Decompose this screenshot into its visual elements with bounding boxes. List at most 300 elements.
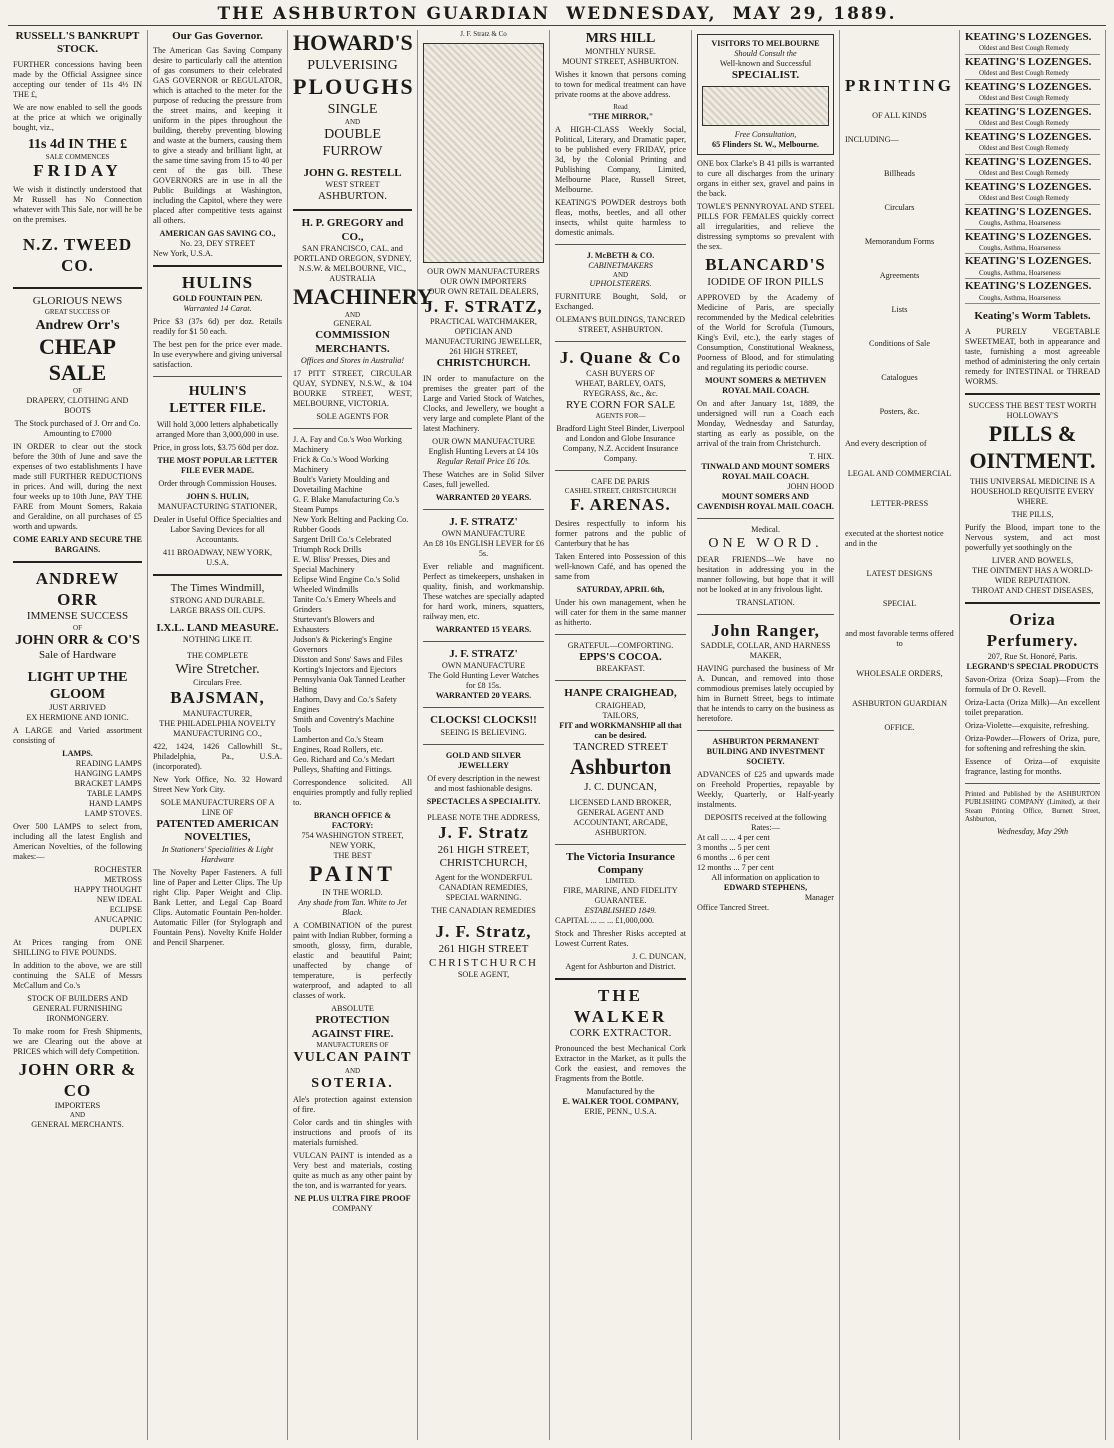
gold-hunting: The Gold Hunting Lever Watches for £8 15s. xyxy=(428,671,539,691)
agency-list xyxy=(293,428,412,775)
mirror-body: A HIGH-CLASS Weekly Social, Political, Literary, and Dramatic paper, to be published every FRIDAY, price 3d, by the Colonial Printing and Publishing Company, Limited, Melbourne Place, Russell Street, Melbourne. xyxy=(555,124,686,194)
dear-friends: DEAR FRIENDS—We have no hesitation in addressing you in the manner following, but hope that it will not be looked at in any frivolous light. xyxy=(697,554,834,594)
keating-ad: KEATING'S LOZENGES. Oldest and Best Cough Remedy xyxy=(965,180,1100,205)
every-description: Of every description in the newest and most fashionable designs. xyxy=(427,773,540,793)
purify-blood: Purify the Blood, impart tone to the Nervous system, and act most powerfully yet soothingly on the xyxy=(965,523,1100,553)
philadelphia-address: 422, 1424, 1426 Callowhill St., Philadelphia, Pa., U.S.A. (incorporated). xyxy=(153,741,282,771)
victoria-insurance: The Victoria Insurance Company xyxy=(566,850,675,876)
solid-silver: These Watches are in Solid Silver Cases, full jewelled. xyxy=(423,469,544,489)
keating-lozenges-list xyxy=(965,30,1100,304)
cashel-street: CASHEL STREET, CHRISTCHURCH xyxy=(564,486,677,495)
divider xyxy=(697,518,834,519)
divider xyxy=(423,744,544,745)
issue-date: MAY 29, 1889. xyxy=(732,4,897,24)
make-item: ANUCAPNIC xyxy=(94,914,142,924)
agency-item: E. W. Bliss' Presses, Dies and Special Machinery xyxy=(293,555,390,575)
john-hulin: JOHN S. HULIN, xyxy=(186,492,249,502)
oriza-item: Essence of Oriza—of exquisite fragrance, lasting for months. xyxy=(965,756,1100,776)
info-application: All information on application to xyxy=(711,873,820,883)
light-up: LIGHT UP THE GLOOM xyxy=(27,669,128,702)
tailors: TAILORS, xyxy=(602,710,639,720)
restell: JOHN G. RESTELL xyxy=(303,166,402,179)
clarkes-pills: ONE box Clarke's B 41 pills is warranted to cure all discharges from the urinary organs in either sex, gravel and pains in the back. xyxy=(697,159,834,199)
flinders-address: 65 Flinders St. W., Melbourne. xyxy=(712,140,819,150)
keating-ad: KEATING'S LOZENGES. Oldest and Best Cough Remedy xyxy=(965,130,1100,155)
bankrupt-intro2: We are now enabled to sell the goods at the price at which we originally bought, viz., xyxy=(13,102,142,132)
company: COMPANY xyxy=(332,1204,373,1214)
and-1: AND xyxy=(344,117,361,126)
agency-item: Frick & Co.'s Wood Working Machinery xyxy=(293,455,389,475)
holloway: HOLLOWAY'S xyxy=(1006,410,1059,420)
ranger-having: HAVING purchased the business of Mr A. Duncan, and removed into those commodious premises lately occupied by him in Burnett Street, begs to intimate that he intends to carry on the business as heretofore. xyxy=(697,664,834,724)
divider xyxy=(697,730,834,731)
john-hood: JOHN HOOD xyxy=(787,481,834,491)
lamp-item: HANGING LAMPS xyxy=(74,768,142,778)
rate-table xyxy=(697,833,834,873)
mount-somers-coach: MOUNT SOMERS & METHVEN ROYAL MAIL COACH. xyxy=(704,375,827,395)
well-known: Well-known and Successful xyxy=(719,59,812,68)
the-mirror: "THE MIRROR," xyxy=(587,111,654,121)
prices-range: At Prices ranging from ONE SHILLING to FIVE POUNDS. xyxy=(13,937,142,957)
hulins-2: HULIN'S xyxy=(188,384,247,400)
tancred-street: TANCRED STREET xyxy=(573,740,668,753)
the-best: THE BEST xyxy=(333,851,372,861)
manufactured-by: Manufactured by the xyxy=(586,1086,655,1096)
lamp-list xyxy=(13,759,142,819)
english-lever: An £8 10s ENGLISH LEVER for £6 5s. xyxy=(423,539,544,559)
oriza-item: Oriza-Powder—Flowers of Oriza, pure, for softening and refreshing the skin. xyxy=(965,733,1100,753)
divider xyxy=(13,561,142,563)
arenas-desires: Desires respectfully to inform his former patrons and the public of Canterbury that he has xyxy=(555,519,686,549)
specialities: In Stationers' Specialities & Light Hardware xyxy=(161,844,274,864)
our-own-importers: OUR OWN IMPORTERS xyxy=(440,276,527,286)
agency-item: Tanite Co.'s Emery Wheels and Grinders xyxy=(293,595,396,615)
ashburton: ASHBURTON. xyxy=(317,189,388,202)
column-1 xyxy=(8,30,148,1440)
print-item: Memorandum Forms xyxy=(864,236,935,246)
pills-ointment: PILLS & OINTMENT. xyxy=(969,420,1096,473)
stephens: EDWARD STEPHENS, xyxy=(723,883,808,893)
please-note: PLEASE NOTE THE ADDRESS, xyxy=(427,812,540,822)
duncan: J. C. DUNCAN, xyxy=(584,781,657,794)
oriza-item: Oriza-Violette—exquisite, refreshing. xyxy=(965,720,1089,730)
cavendish-coach: MOUNT SOMERS AND CAVENDISH ROYAL MAIL COACH. xyxy=(697,491,834,511)
great-success: GREAT SUCCESS OF xyxy=(44,308,111,317)
rate-row: 12 months ... 7 per cent xyxy=(697,863,774,873)
sole-manufacturers: SOLE MANUFACTURERS OF A LINE OF xyxy=(160,797,275,817)
philadelphia-novelty: THE PHILADELPHIA NOVELTY MANUFACTURING CO., xyxy=(159,718,276,738)
novelty-list: The Novelty Paper Fasteners. A full line of Paper and Letter Clips. The Up right Clip. Paper Weight and Clip. Bank Letter, and Legal Cap Board Clips. Automatic Fountain Pen-holder. Automatic Filler (for Stylograph and Fountain Pens). Novelty Knife Holder and Pencil Sharpener. xyxy=(153,867,282,947)
bankrupt-notice: We wish it distinctly understood that Mr Russell has No Connection whatever with This Sale, nor will he be on the premises. xyxy=(13,185,142,225)
warranted-20: WARRANTED 20 YEARS. xyxy=(435,492,532,502)
ny-office: New York Office, No. 32 Howard Street New York City. xyxy=(153,774,282,794)
legrand-products: LEGRAND'S SPECIAL PRODUCTS xyxy=(966,661,1099,671)
shop-engraving xyxy=(423,43,544,263)
print-item: Posters, &c. xyxy=(879,406,920,416)
agency-item: Korting's Injectors and Ejectors xyxy=(293,665,397,675)
licensed-broker: LICENSED LAND BROKER, GENERAL AGENT AND ACCOUNTANT, ARCADE, ASHBURTON. xyxy=(569,797,672,837)
christchurch: CHRISTCHURCH, xyxy=(439,857,528,870)
sole-agents: SOLE AGENTS FOR xyxy=(316,412,389,422)
office-tancred: Office Tancred Street. xyxy=(697,903,770,913)
deposits: DEPOSITS received at the following Rates:— xyxy=(704,813,827,833)
liver-bowels: LIVER AND BOWELS, xyxy=(991,556,1074,566)
pulverising: PULVERISING xyxy=(307,57,398,73)
immense-success: IMMENSE SUCCESS xyxy=(26,610,129,623)
sole-agent: SOLE AGENT, xyxy=(457,969,510,979)
gas-company: AMERICAN GAS SAVING CO., xyxy=(159,229,276,239)
masthead xyxy=(8,4,1106,26)
divider xyxy=(965,602,1100,604)
approved-academy: APPROVED by the Academy of Medicine of Paris, are specially recommended by the Medical celebrities of the World for Scrofula (Tumours, King's Evil, etc.), the early stages of Consumption, Constitutional Weakness, Poorness of Blood, and for stimulating and regulating its periodic course. xyxy=(697,292,834,372)
divider xyxy=(423,641,544,642)
agency-item: Sturtevant's Blowers and Exhausters xyxy=(293,615,375,635)
universal-medicine: THIS UNIVERSAL MEDICINE IS A HOUSEHOLD REQUISITE EVERY WHERE. xyxy=(969,477,1096,507)
washington-street: 754 WASHINGTON STREET, NEW YORK, xyxy=(301,831,404,851)
john-ranger: John Ranger, xyxy=(711,620,820,640)
regular-price: Regular Retail Price £6 10s. xyxy=(436,456,531,466)
warranted: Warranted 14 Carat. xyxy=(183,304,252,314)
executed: executed at the shortest notice and in the xyxy=(845,528,944,548)
towles-pills: TOWLE'S PENNYROYAL AND STEEL PILLS FOR FEMALES quickly correct all irregularities, and relieve the distressing symptoms so prevalent with the sex. xyxy=(697,202,834,252)
warranted-15: WARRANTED 15 YEARS. xyxy=(435,625,532,635)
printed-by: Printed and Published by the ASHBURTON PUBLISHING COMPANY (Limited), at their Steam Printing Office, Burnett Street, Ashburton, xyxy=(965,789,1100,824)
walker-pronounced: Pronounced the best Mechanical Cork Extractor in the Market, as it pulls the Cork the easiest, and removes the Fragments from the Bottle. xyxy=(555,1043,686,1083)
stratz-name: J. F. STRATZ, xyxy=(424,296,543,316)
agency-item: J. A. Fay and Co.'s Woo Working Machinery xyxy=(293,435,402,455)
of-label-2: OF xyxy=(73,623,82,632)
gregory-cities: SAN FRANCISCO, CAL. and PORTLAND OREGON, SYDNEY, N.S.W. & MELBOURNE, VIC., AUSTRALIA xyxy=(293,244,412,284)
lamp-item: HAND LAMPS xyxy=(89,798,142,808)
manufacturing-stationer: MANUFACTURING STATIONER, xyxy=(157,502,278,512)
favorable: and most favorable terms offered to xyxy=(845,628,954,648)
walker-tool: E. WALKER TOOL COMPANY, xyxy=(562,1096,679,1106)
own-manufacture-3: OWN MANUFACTURE xyxy=(441,661,526,671)
column-2 xyxy=(148,30,288,1440)
specialist-engraving xyxy=(702,86,829,126)
sale-label: SALE COMMENCES xyxy=(45,152,110,161)
gregory-address: 17 PITT STREET, CIRCULAR QUAY, SYDNEY, N.S.W., & 104 BOURKE STREET, WEST, MELBOURNE, VICTORIA. xyxy=(293,369,412,409)
medical: Medical. xyxy=(751,524,780,534)
make-item: DUPLEX xyxy=(109,924,142,934)
agency-item: Hathorn, Davy and Co.'s Safety Engines xyxy=(293,695,397,715)
oriza-item: Savon-Oriza (Oriza Soap)—From the formula of Dr O. Revell. xyxy=(965,674,1100,694)
column-6 xyxy=(692,30,840,1440)
print-item: Agreements xyxy=(879,270,920,280)
ex-ships: EX HERMIONE AND IONIC. xyxy=(26,712,129,722)
warranted-20b: WARRANTED 20 YEARS. xyxy=(435,691,532,701)
divider xyxy=(555,244,686,245)
free-consultation: Free Consultation, xyxy=(734,130,797,140)
wire-stretcher: Wire Stretcher. xyxy=(175,662,260,678)
large-assortment: A LARGE and Varied assortment consisting of xyxy=(13,725,142,745)
ne-plus-ultra: NE PLUS ULTRA FIRE PROOF xyxy=(294,1194,411,1204)
the-walker: THE WALKER xyxy=(573,985,668,1026)
canadian-remedies: THE CANADIAN REMEDIES xyxy=(431,906,536,916)
patented-novelties: PATENTED AMERICAN NOVELTIES, xyxy=(156,817,279,844)
make-item: NEW IDEAL xyxy=(96,894,142,904)
make-item: METROSS xyxy=(104,874,142,884)
lamp-item: LAMP STOVES. xyxy=(84,808,142,818)
come-early: COME EARLY AND SECURE THE BARGAINS. xyxy=(13,534,142,554)
specialist: SPECIALIST. xyxy=(731,69,800,81)
limited: LIMITED. xyxy=(605,877,636,886)
bajsman: BAJSMAN, xyxy=(170,688,265,708)
divider xyxy=(697,614,834,615)
established: ESTABLISHED 1849. xyxy=(584,905,657,915)
divider xyxy=(423,707,544,708)
rate-row: 6 months ... 6 per cent xyxy=(697,853,770,863)
lamp-item: READING LAMPS xyxy=(75,758,142,768)
lamp-item: BRACKET LAMPS xyxy=(74,778,142,788)
west-street: WEST STREET xyxy=(325,179,380,189)
divider xyxy=(965,393,1100,395)
hunting-levers: English Hunting Levers at £4 10s xyxy=(428,446,539,456)
worm-body: A PURELY VEGETABLE SWEETMEAT, both in appearance and taste, furnishing a most agreeable method of administering the only certain remedy for INTESTINAL or THREAD WORMS. xyxy=(965,326,1100,386)
howards: HOWARD'S xyxy=(293,30,413,55)
keating-ad: KEATING'S LOZENGES. Coughs, Asthma, Hoarseness xyxy=(965,230,1100,255)
our-own-retail: OUR OWN RETAIL DEALERS, xyxy=(428,286,539,296)
tinwald-coach: TINWALD AND MOUNT SOMERS ROYAL MAIL COACH. xyxy=(701,461,830,481)
strong-durable: STRONG AND DURABLE. xyxy=(170,595,265,605)
dealer: Dealer in Useful Office Specialties and Labor Saving Devices for all Accountants. xyxy=(153,515,282,545)
print-item: Billheads xyxy=(884,168,915,178)
single: SINGLE xyxy=(327,101,378,117)
lamp-item: TABLE LAMPS xyxy=(86,788,142,798)
visitors-melbourne: VISITORS TO MELBOURNE xyxy=(711,39,820,48)
keating-ad: KEATING'S LOZENGES. Coughs, Asthma, Hoarseness xyxy=(965,205,1100,230)
column-8 xyxy=(960,30,1106,1440)
fit-workmanship: FIT and WORKMANSHIP all that can be desired. xyxy=(559,720,682,740)
stratz-5: J. F. Stratz, xyxy=(435,922,532,942)
broadway-address: 411 BROADWAY, NEW YORK, U.S.A. xyxy=(162,548,273,568)
manufacturers-of: MANUFACTURERS OF xyxy=(316,1040,389,1049)
divider xyxy=(153,265,282,267)
worm-tablets: Keating's Worm Tablets. xyxy=(974,310,1091,323)
one-word: ONE WORD. xyxy=(708,535,823,551)
manufacturer: MANUFACTURER, xyxy=(182,708,253,718)
vulcan-paint: VULCAN PAINT xyxy=(293,1050,412,1066)
gregory: H. P. GREGORY and CO., xyxy=(301,217,404,243)
bankrupt-heading: RUSSELL'S BANKRUPT STOCK. xyxy=(15,30,140,56)
agency-item: Smith and Coventry's Machine Tools xyxy=(293,715,395,735)
office: OFFICE. xyxy=(884,722,915,732)
agents-for: AGENTS FOR— xyxy=(595,412,646,421)
any-shade: Any shade from Tan. White to Jet Black. xyxy=(298,898,407,918)
cork-extractor: CORK EXTRACTOR. xyxy=(569,1027,672,1040)
cabinetmakers: CABINETMAKERS xyxy=(588,260,653,270)
wholesale-orders: WHOLESALE ORDERS, xyxy=(856,668,943,678)
building-society: ASHBURTON PERMANENT BUILDING AND INVESTMENT SOCIETY. xyxy=(706,737,825,767)
saturday-date: SATURDAY, APRIL 6th, xyxy=(576,585,665,595)
divider xyxy=(555,634,686,635)
print-item: Conditions of Sale xyxy=(869,338,930,348)
hulins-heading: HULINS xyxy=(181,273,254,293)
print-item: Lists xyxy=(891,304,908,314)
agency-item: Judson's & Pickering's Engine Governors xyxy=(293,635,393,655)
john-orr: JOHN ORR & CO'S xyxy=(15,633,140,649)
specialist-box xyxy=(697,34,834,155)
special: SPECIAL xyxy=(882,598,917,608)
divider xyxy=(423,509,544,510)
letter-file: LETTER FILE. xyxy=(169,401,266,417)
oriza-address: 207, Rue St. Honoré, Paris. xyxy=(987,651,1078,661)
legal-commercial: LEGAL AND COMMERCIAL xyxy=(847,468,952,478)
divider xyxy=(153,376,282,377)
divider xyxy=(555,680,686,681)
divider xyxy=(555,844,686,845)
guardian-office: ASHBURTON GUARDIAN xyxy=(851,698,948,708)
own-manufacture-2: OWN MANUFACTURE xyxy=(441,529,526,539)
nothing-like: NOTHING LIKE IT. xyxy=(182,635,253,645)
gas-address: No. 23, DEY STREET xyxy=(180,239,255,249)
saddle-maker: SADDLE, COLLAR, AND HARNESS MAKER, xyxy=(700,641,831,661)
engraving-caption: J. F. Stratz & Co xyxy=(460,30,507,38)
nurse-wishes: Wishes it known that persons coming to town for medical treatment can have private rooms at the above address. xyxy=(555,70,686,100)
epps-cocoa: EPPS'S COCOA. xyxy=(579,651,662,664)
should-consult: Should Consult the xyxy=(734,49,797,58)
printing: PRINTING xyxy=(845,76,955,95)
monthly-nurse: MONTHLY NURSE. xyxy=(585,47,656,57)
spectacles: SPECTACLES A SPECIALITY. xyxy=(426,796,541,806)
oriza-item: Oriza-Lacta (Oriza Milk)—An excellent toilet preparation. xyxy=(965,697,1100,717)
most-popular: THE MOST POPULAR LETTER FILE EVER MADE. xyxy=(157,456,278,476)
manager: Manager xyxy=(804,893,834,903)
divider xyxy=(153,574,282,576)
cheap-sale: CHEAP SALE xyxy=(39,333,116,386)
make-item: ROCHESTER xyxy=(94,864,142,874)
letter-press: LETTER-PRESS xyxy=(870,498,929,508)
agents-body: Bradford Light Steel Binder, Liverpool and London and Globe Insurance Company, N.Z. Accident Insurance Company. xyxy=(556,423,685,463)
arenas: F. ARENAS. xyxy=(570,495,671,515)
own-manufacture: OUR OWN MANUFACTURE xyxy=(432,436,535,446)
keating-ad: KEATING'S LOZENGES. Coughs, Asthma, Hoarseness xyxy=(965,279,1100,304)
gas-governor-body: The American Gas Saving Company desire to particularly call the attention of gas consumers to their celebrated GAS GOVERNOR or REGULATOR, which is attached to the meter for the purpose of reducing the pressure from the street mains, and keeping it uniform in the pipes throughout the building, thereby preventing blowing and waste at the burners, causing them to give a steady and brilliant light, at the same time saving from 15 to 40 per cent of the gas bill. These GOVERNORS are in use in all the Public Buildings at Washington, including the Capitol, where they were placed after competitive tests against all others. xyxy=(153,46,282,226)
make-room: To make room for Fresh Shipments, we are Clearing out the above at PRICES which will defy Competition. xyxy=(13,1026,142,1056)
make-item: HAPPY THOUGHT xyxy=(73,884,142,894)
vulcan-body: VULCAN PAINT is intended as a Very best and materials, costing quite as much as any other paint by the ton, and is warranted for years. xyxy=(293,1151,412,1191)
column-4 xyxy=(418,30,550,1440)
agency-item: Boult's Variety Moulding and Dovetailing Machine xyxy=(293,475,390,495)
keating-ad: KEATING'S LOZENGES. Oldest and Best Cough Remedy xyxy=(965,155,1100,180)
and-4: AND xyxy=(612,270,629,279)
file-price: Price, in gross lots, $3.75 60d per doz. xyxy=(153,443,279,453)
agency-item: Geo. Richard and Co.'s Medart Pulleys, Shafting and Fittings. xyxy=(293,755,395,775)
stratz-2: J. F. STRATZ' xyxy=(449,515,518,528)
every-description: And every description of xyxy=(845,438,927,448)
makes-list xyxy=(13,865,142,935)
blancard: BLANCARD'S xyxy=(705,255,826,275)
oriza-perfumery: Oriza Perfumery. xyxy=(986,610,1079,651)
throat-chest: THROAT AND CHEST DISEASES, xyxy=(971,586,1094,596)
agent-for: Agent for Ashburton and District. xyxy=(565,961,676,971)
soteria: SOTERIA. xyxy=(311,1076,394,1092)
of-all-kinds: OF ALL KINDS xyxy=(872,110,927,120)
fire-protection: PROTECTION AGAINST FIRE. xyxy=(311,1014,394,1040)
sale-hardware: Sale of Hardware xyxy=(39,649,116,662)
stock-amount: The Stock purchased of J. Orr and Co. Amounting to £7000 xyxy=(14,418,141,438)
cafe-de-paris: CAFE DE PARIS xyxy=(591,476,650,486)
andrew-orr: Andrew Orr's xyxy=(35,317,120,333)
breakfast: BREAKFAST. xyxy=(596,664,645,674)
wheat-barley: WHEAT, BARLEY, OATS, RYEGRASS, &c., &c. xyxy=(575,378,666,398)
combination: A COMBINATION of the purest paint with Indian Rubber, forming a smooth, glossy, firm, durable, elastic and beautiful Paint; unaffected by change of temperature, is perfectly waterproof, and adapted to all classes of work. xyxy=(293,921,412,1001)
the-pills: THE PILLS, xyxy=(1011,510,1054,520)
order-through: Order through Commission Houses. xyxy=(158,479,277,489)
agency-item: G. F. Blake Manufacturing Co.'s Steam Pumps xyxy=(293,495,400,515)
seeing-believing: SEEING IS BELIEVING. xyxy=(440,727,527,737)
cash-buyers: CASH BUYERS OF xyxy=(586,368,655,378)
bankrupt-price: 11s 4d IN THE £ xyxy=(27,136,128,152)
stratz-city: CHRISTCHURCH. xyxy=(436,357,531,370)
mount-street: MOUNT STREET, ASHBURTON. xyxy=(562,57,679,67)
mrs-hill: MRS HILL xyxy=(585,31,656,46)
advances: ADVANCES of £25 and upwards made on Freehold Properties, repayable by Weekly, Quarterly, or Half-yearly instalments. xyxy=(697,770,834,810)
just-arrived: JUST ARRIVED xyxy=(49,702,106,712)
keating-ad: KEATING'S LOZENGES. Oldest and Best Cough Remedy xyxy=(965,105,1100,130)
branch-office: BRANCH OFFICE & FACTORY: xyxy=(313,811,392,831)
keating-ad: KEATING'S LOZENGES. Coughs, Asthma, Hoarseness xyxy=(965,254,1100,279)
success-test: SUCCESS THE BEST TEST WORTH xyxy=(968,400,1097,410)
fire-extension: Ale's protection against extension of fire. xyxy=(293,1095,412,1115)
upholsterers: UPHOLSTERERS. xyxy=(589,279,652,289)
christchurch-2: CHRISTCHURCH xyxy=(429,956,538,969)
gas-governor-heading: Our Gas Governor. xyxy=(172,30,263,42)
agency-item: Pennsylvania Oak Tanned Leather Belting xyxy=(293,675,406,695)
keating-powder: KEATING'S POWDER destroys both fleas, moths, beetles, and all other insects, whilst quite harmless to domestic animals. xyxy=(555,197,686,237)
ashburton-2: Ashburton xyxy=(569,754,672,780)
divider xyxy=(293,209,412,211)
printing-items xyxy=(845,169,954,417)
arenas-under: Under his own management, when he will cater for them in the same manner as hitherto. xyxy=(555,598,686,628)
column-7 xyxy=(840,30,960,1440)
issue-day: WEDNESDAY, xyxy=(566,4,717,24)
publish-date: Wednesday, May 29th xyxy=(996,826,1069,836)
high-street: 261 HIGH STREET, xyxy=(437,843,530,856)
gas-city: New York, U.S.A. xyxy=(153,249,213,259)
agency-item: Disston and Sons' Saws and Files xyxy=(293,655,403,665)
divider xyxy=(555,978,686,980)
keating-ad: KEATING'S LOZENGES. Oldest and Best Cough Remedy xyxy=(965,30,1100,55)
double-furrow: DOUBLE FURROW xyxy=(322,127,383,160)
divider xyxy=(13,287,142,289)
stratz-3: J. F. STRATZ' xyxy=(449,648,518,661)
absolute: ABSOLUTE xyxy=(331,1004,374,1014)
commission-merchants: COMMISSION MERCHANTS. xyxy=(315,329,390,355)
translation: TRANSLATION. xyxy=(736,597,795,607)
keating-ad: KEATING'S LOZENGES. Oldest and Best Cough Remedy xyxy=(965,55,1100,80)
agency-item: Sargent Drill Co.'s Celebrated Triumph Rock Drills xyxy=(293,535,392,555)
duncan-2: J. C. DUNCAN, xyxy=(632,951,686,961)
bankrupt-intro: FURTHER concessions having been made by the Official Assignee since accepting our tender of 11s 4½ IN THE £, xyxy=(13,59,142,99)
in-the-world: IN THE WORLD. xyxy=(322,888,383,898)
brass-oil: LARGE BRASS OIL CUPS. xyxy=(169,605,266,615)
print-item: Catalogues xyxy=(881,372,918,382)
buildings: OLEMAN'S BUILDINGS, TANCRED STREET, ASHBURTON. xyxy=(555,315,686,335)
mcbeth: J. McBETH & CO. xyxy=(586,250,655,260)
machinery: MACHINERY xyxy=(293,284,433,310)
hanpe: HANPE CRAIGHEAD, xyxy=(564,687,677,700)
rate-row: 3 months ... 5 per cent xyxy=(697,843,770,853)
glorious-news: GLORIOUS NEWS xyxy=(32,294,123,307)
drapery-line: DRAPERY, CLOTHING AND BOOTS xyxy=(26,395,129,415)
builders-stock: STOCK OF BUILDERS AND GENERAL FURNISHING IRONMONGERY. xyxy=(27,993,128,1023)
erie: ERIE, PENN., U.S.A. xyxy=(584,1106,657,1116)
pen-price: Price $3 (37s 6d) per doz. Retails readily for $1 50 each. xyxy=(153,317,282,337)
gold-jewellery: GOLD AND SILVER JEWELLERY xyxy=(445,750,522,770)
general-merchants: GENERAL MERCHANTS. xyxy=(31,1119,124,1129)
over-500: Over 500 LAMPS to select from, including all the latest English and American Novelties, of the following makes:— xyxy=(13,821,142,861)
